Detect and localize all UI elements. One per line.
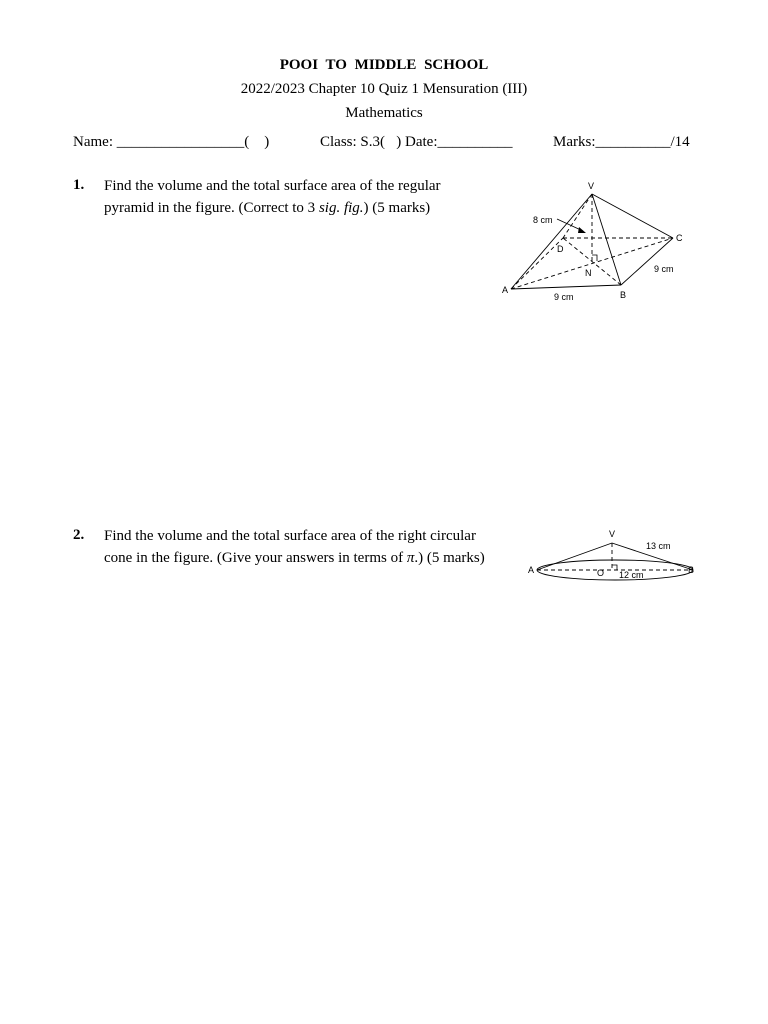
cone-label-b: B: [688, 565, 695, 575]
pyramid-right-angle-mark: [592, 255, 597, 261]
question-2-line-1: Find the volume and the total surface area of the right circular: [104, 528, 476, 544]
school-name: POOI TO MIDDLE SCHOOL: [279, 57, 489, 73]
pyramid-edge-bc: [621, 238, 673, 285]
cone-radius-label: 12 cm: [619, 570, 644, 580]
pyramid-label-v: V: [588, 181, 595, 191]
cone-right-angle-mark: [612, 565, 617, 570]
pyramid-edge-va: [511, 194, 592, 289]
question-1-number: 1.: [73, 177, 85, 193]
cone-figure: [524, 527, 700, 587]
pyramid-edge-ab: [511, 285, 621, 289]
question-2-line-2: cone in the figure. (Give your answers in terms of π.) (5 marks): [104, 550, 485, 566]
pyramid-base-bc-label: 9 cm: [654, 264, 674, 274]
pyramid-figure: [495, 178, 690, 306]
pyramid-label-a: A: [502, 285, 509, 295]
subject-title: Mathematics: [345, 105, 423, 121]
pyramid-arrowhead: [578, 227, 586, 233]
cone-label-v: V: [609, 529, 616, 539]
pyramid-edge-vd: [563, 194, 592, 238]
class-date-field: Class: S.3( ) Date:__________: [320, 134, 513, 150]
question-1-line-2: pyramid in the figure. (Correct to 3 sig. fig.) (5 marks): [104, 200, 431, 216]
question-2-number: 2.: [73, 527, 85, 543]
marks-field: Marks:__________/14: [553, 134, 690, 150]
pyramid-slant-label: 8 cm: [533, 215, 553, 225]
question-1-line-1: Find the volume and the total surface area of the regular: [104, 178, 441, 194]
cone-label-a: A: [528, 565, 535, 575]
name-field: Name: _________________( ): [73, 134, 270, 150]
cone-label-o: O: [597, 568, 605, 578]
question-2-text: [104, 525, 514, 569]
pyramid-edge-ad: [511, 238, 563, 289]
cone-slant-label: 13 cm: [646, 541, 671, 551]
pyramid-label-c: C: [676, 233, 683, 243]
pyramid-label-b: B: [620, 290, 627, 300]
quiz-title: 2022/2023 Chapter 10 Quiz 1 Mensuration (III): [240, 81, 528, 97]
pyramid-base-ab-label: 9 cm: [554, 292, 574, 302]
pyramid-label-d: D: [557, 244, 564, 254]
pyramid-label-n: N: [585, 268, 592, 278]
cone-slant-left: [537, 543, 612, 570]
question-1-text: [104, 175, 484, 219]
